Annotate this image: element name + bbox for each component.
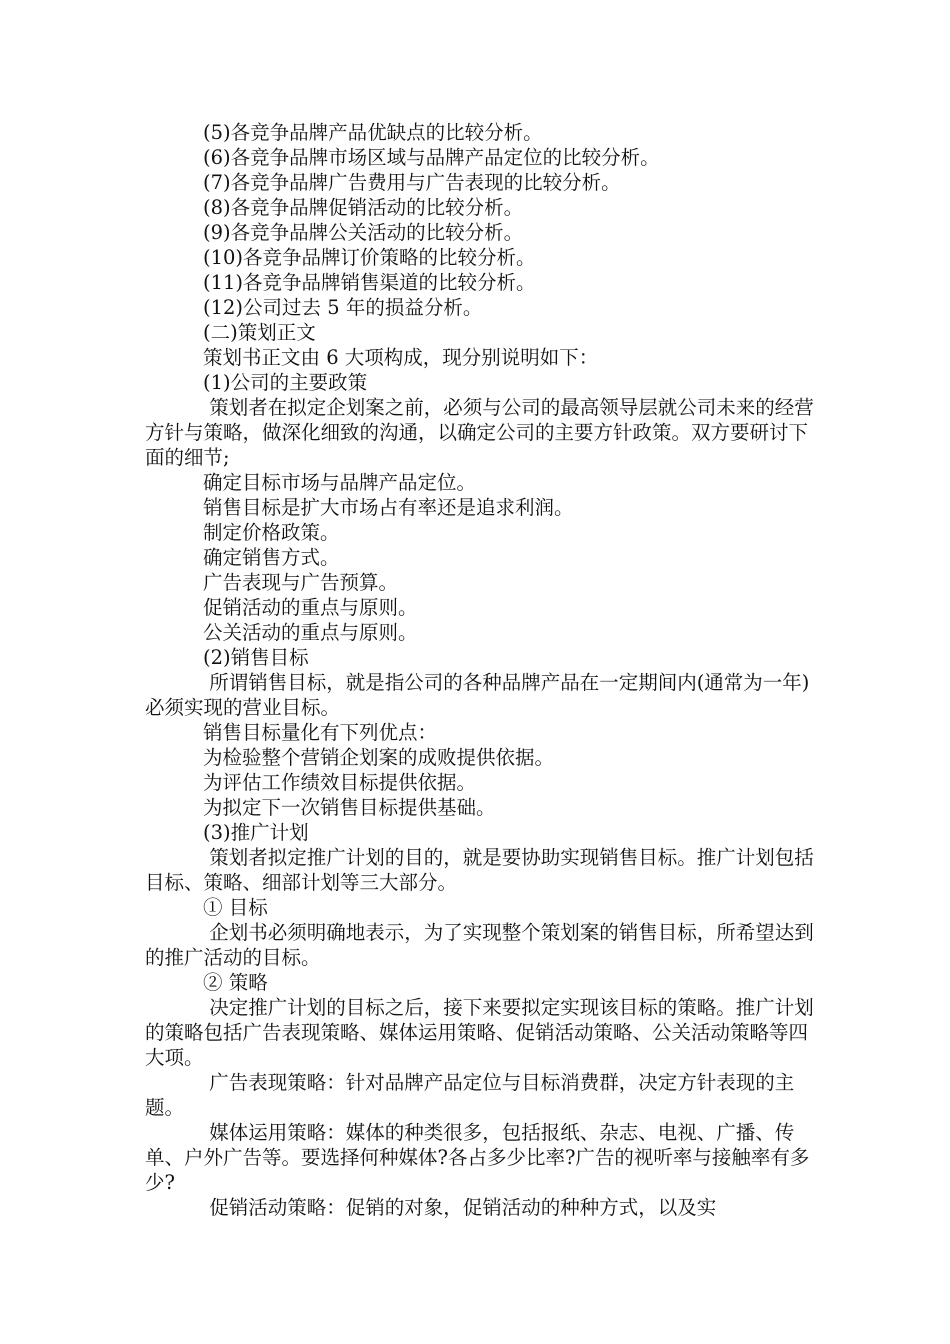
list-item: 确定目标市场与品牌产品定位。 (203, 471, 477, 494)
list-item: 促销活动的重点与原则。 (203, 596, 418, 619)
list-item-10: (10)各竞争品牌订价策略的比较分析。 (203, 246, 536, 269)
list-item: 制定价格政策。 (203, 521, 340, 544)
list-item: 广告表现与广告预算。 (203, 571, 399, 594)
subsection-heading: ② 策略 (203, 971, 268, 994)
list-item-9: (9)各竞争品牌公关活动的比较分析。 (203, 221, 524, 244)
section-heading: (二)策划正文 (203, 321, 316, 344)
list-item-5: (5)各竞争品牌产品优缺点的比较分析。 (203, 121, 543, 144)
list-item: 销售目标是扩大市场占有率还是追求利润。 (203, 496, 574, 519)
paragraph: 广告表现策略：针对品牌产品定位与目标消费群，决定方针表现的主题。 (145, 1071, 795, 1119)
subsection-heading: ① 目标 (203, 896, 268, 919)
list-item: 为检验整个营销企划案的成败提供依据。 (203, 746, 555, 769)
subsection-heading: (1)公司的主要政策 (203, 371, 368, 394)
list-item-12: (12)公司过去 5 年的损益分析。 (203, 296, 483, 319)
paragraph: 促销活动策略：促销的对象，促销活动的种种方式，以及实 (203, 1196, 717, 1219)
list-item: 公关活动的重点与原则。 (203, 621, 418, 644)
list-item-6: (6)各竞争品牌市场区域与品牌产品定位的比较分析。 (203, 146, 660, 169)
document-body (145, 120, 825, 1220)
paragraph: 所谓销售目标，就是指公司的各种品牌产品在一定期间内(通常为一年)必须实现的营业目标。 (145, 671, 810, 719)
paragraph: 策划书正文由 6 大项构成，现分别说明如下： (203, 346, 599, 369)
list-item: 确定销售方式。 (203, 546, 340, 569)
list-item-8: (8)各竞争品牌促销活动的比较分析。 (203, 196, 524, 219)
paragraph: 策划者在拟定企划案之前，必须与公司的最高领导层就公司未来的经营方针与策略，做深化细致的沟通，以确定公司的主要方针政策。双方要研讨下面的细节; (145, 396, 814, 469)
list-item-7: (7)各竞争品牌广告费用与广告表现的比较分析。 (203, 171, 621, 194)
paragraph: 企划书必须明确地表示，为了实现整个策划案的销售目标，所希望达到的推广活动的目标。 (145, 921, 814, 969)
paragraph: 决定推广计划的目标之后，接下来要拟定实现该目标的策略。推广计划的策略包括广告表现策略、媒体运用策略、促销活动策略、公关活动策略等四大项。 (145, 996, 814, 1069)
paragraph: 策划者拟定推广计划的目的，就是要协助实现销售目标。推广计划包括目标、策略、细部计划等三大部分。 (145, 846, 814, 894)
list-item-11: (11)各竞争品牌销售渠道的比较分析。 (203, 271, 536, 294)
paragraph: 媒体运用策略：媒体的种类很多，包括报纸、杂志、电视、广播、传单、户外广告等。要选择何种媒体?各占多少比率?广告的视听率与接触率有多少? (145, 1121, 810, 1194)
subsection-heading: (2)销售目标 (203, 646, 309, 669)
paragraph: 销售目标量化有下列优点： (203, 721, 438, 744)
list-item: 为拟定下一次销售目标提供基础。 (203, 796, 496, 819)
list-item: 为评估工作绩效目标提供依据。 (203, 771, 477, 794)
subsection-heading: (3)推广计划 (203, 821, 309, 844)
